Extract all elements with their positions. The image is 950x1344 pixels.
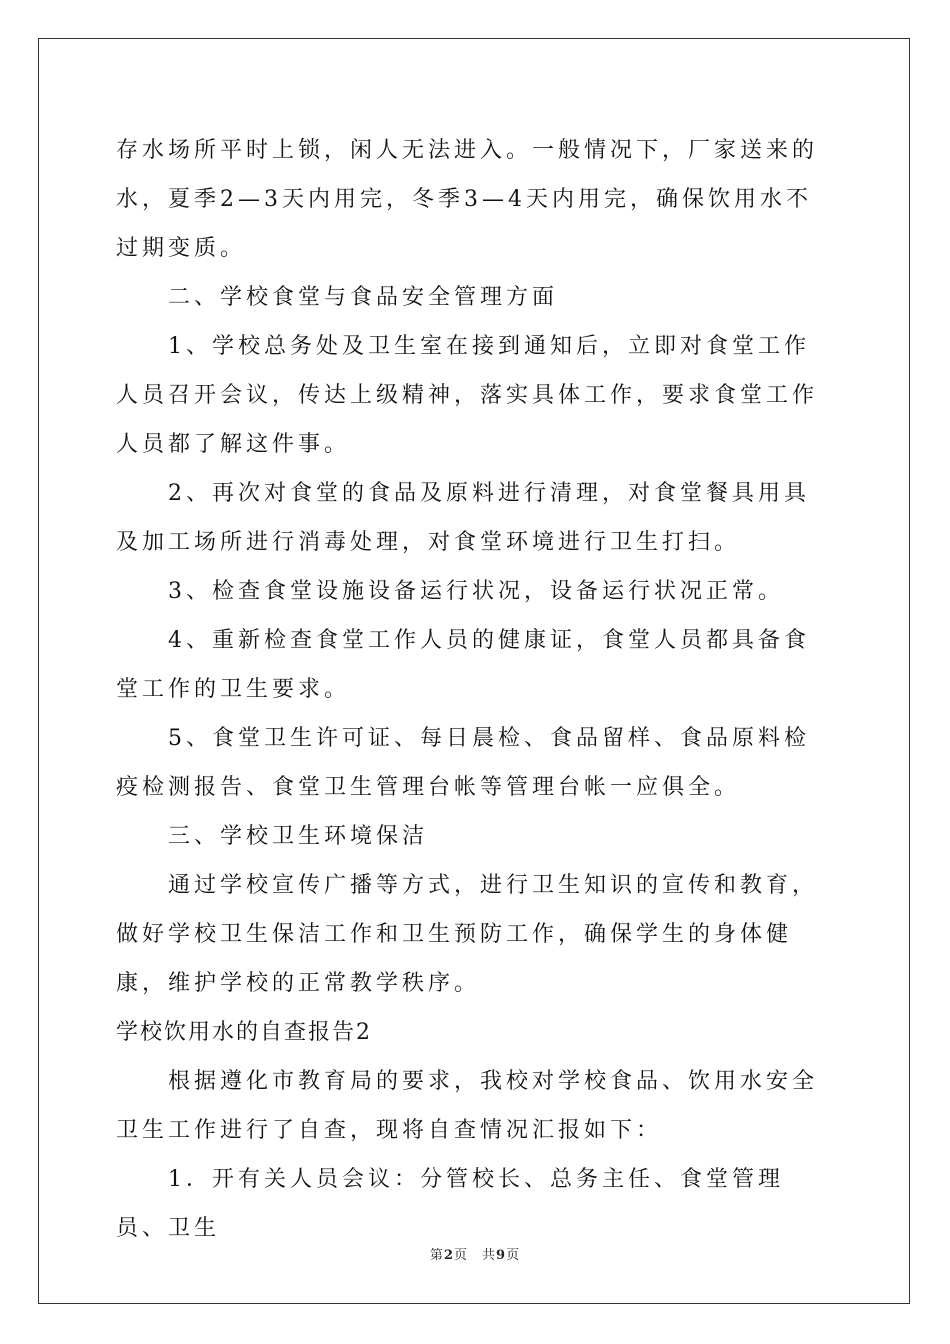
paragraph-canteen-item-3: 3、检查食堂设施设备运行状况，设备运行状况正常。 <box>168 579 784 604</box>
report-title-2: 学校饮用水的自查报告2 <box>116 1020 372 1045</box>
paragraph-report-item-1: 1．开有关人员会议：分管校长、总务主任、食堂管理员、卫生 <box>116 1167 784 1241</box>
paragraph-canteen-item-1: 1、学校总务处及卫生室在接到通知后，立即对食堂工作人员召开会议，传达上级精神，落实具体工作，要求食堂工作人员都了解这件事。 <box>116 334 819 457</box>
section-heading-hygiene: 三、学校卫生环境保洁 <box>168 824 429 849</box>
footer-total-pages: 9 <box>496 1248 507 1263</box>
footer-total-prefix: 共 <box>482 1248 497 1263</box>
footer-total-suffix: 页 <box>506 1248 521 1263</box>
document-body <box>116 126 834 1253</box>
footer-page-number: 2 <box>443 1248 454 1263</box>
paragraph-canteen-item-4: 4、重新检查食堂工作人员的健康证，食堂人员都具备食堂工作的卫生要求。 <box>116 628 810 702</box>
paragraph-1: 存水场所平时上锁，闲人无法进入。一般情况下，厂家送来的水，夏季2—3天内用完，冬季3—4天内用完，确保饮用水不过期变质。 <box>116 138 819 261</box>
paragraph-hygiene: 通过学校宣传广播等方式，进行卫生知识的宣传和教育，做好学校卫生保洁工作和卫生预防工作，确保学生的身体健康，维护学校的正常教学秩序。 <box>116 873 819 996</box>
footer-page-prefix: 第 <box>429 1248 444 1263</box>
paragraph-canteen-item-2: 2、再次对食堂的食品及原料进行清理，对食堂餐具用具及加工场所进行消毒处理，对食堂环境进行卫生打扫。 <box>116 481 810 555</box>
section-heading-canteen: 二、学校食堂与食品安全管理方面 <box>168 285 559 310</box>
paragraph-canteen-item-5: 5、食堂卫生许可证、每日晨检、食品留样、食品原料检疫检测报告、食堂卫生管理台帐等管理台帐一应俱全。 <box>116 726 810 800</box>
footer-page-suffix: 页 <box>453 1248 468 1263</box>
page-footer <box>0 1248 950 1264</box>
paragraph-report-intro: 根据遵化市教育局的要求，我校对学校食品、饮用水安全卫生工作进行了自查，现将自查情况汇报如下： <box>116 1069 819 1143</box>
